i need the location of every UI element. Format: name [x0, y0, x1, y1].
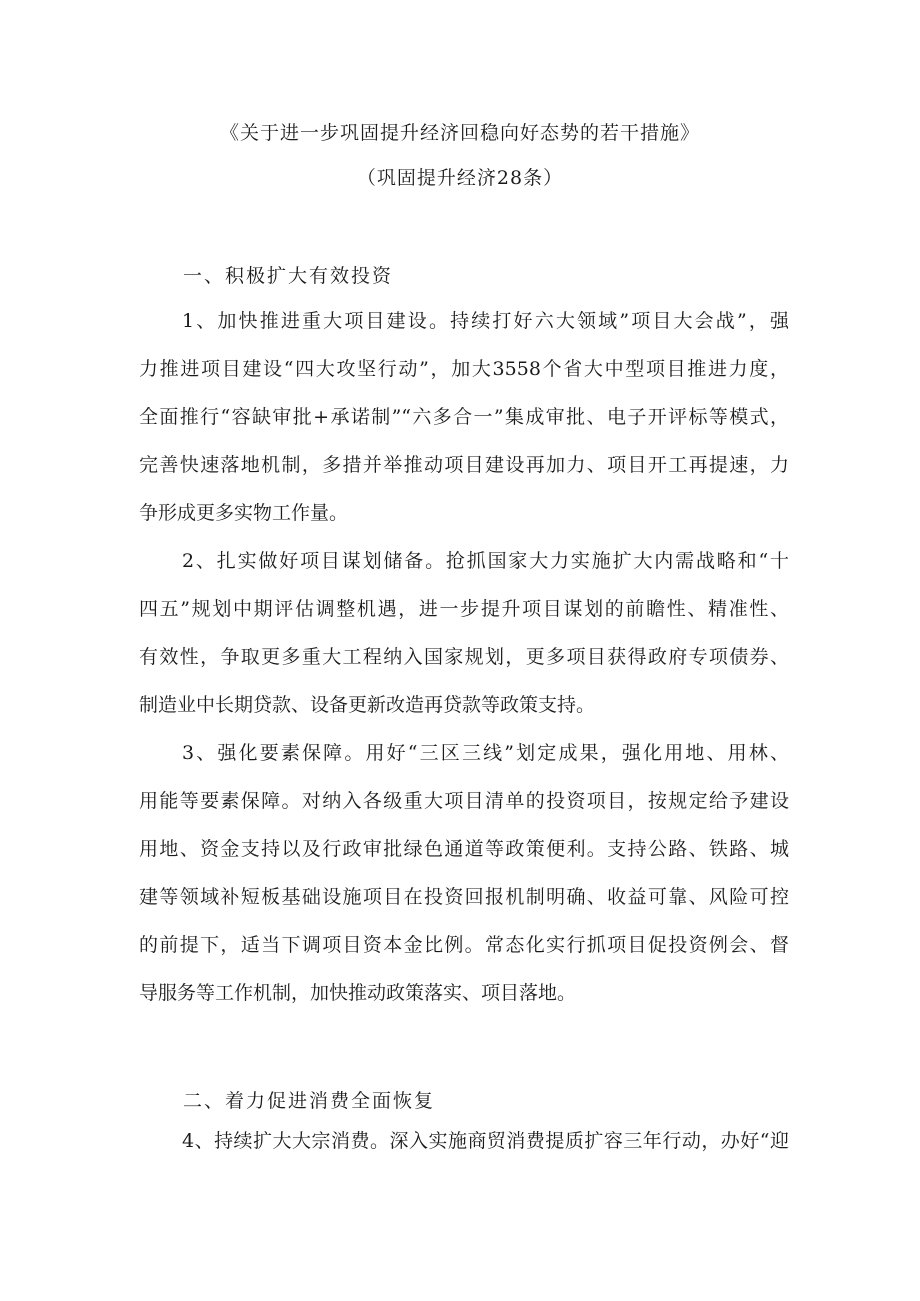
section-heading-1: 一、积极扩大有效投资	[183, 265, 394, 287]
paragraph-line: 力推进项目建设“四大攻坚行动”，加大3558个省大中型项目推进力度，	[139, 358, 789, 380]
paragraph-1	[139, 297, 789, 537]
paragraph-line: 1、加快推进重大项目建设。持续打好六大领域”项目大会战”，强	[182, 310, 789, 332]
paragraph-3	[139, 729, 789, 1017]
paragraph-line: 的前提下，适当下调项目资本金比例。常态化实行抓项目促投资例会、督	[139, 934, 789, 956]
paragraph-line: 2、扎实做好项目谋划储备。抢抓国家大力实施扩大内需战略和“十	[182, 550, 789, 572]
paragraph-line: 有效性，争取更多重大工程纳入国家规划，更多项目获得政府专项债券、	[139, 646, 789, 668]
paragraph-line: 导服务等工作机制，加快推动政策落实、项目落地。	[139, 982, 577, 1004]
section-heading-2: 二、着力促进消费全面恢复	[183, 1090, 436, 1112]
document-subtitle: （巩固提升经济28条）	[356, 167, 564, 189]
paragraph-line: 用能等要素保障。对纳入各级重大项目清单的投资项目，按规定给予建设	[139, 790, 789, 812]
document-title: 《关于进一步巩固提升经济回稳向好态势的若干措施》	[219, 122, 700, 144]
paragraph-line: 3、强化要素保障。用好“三区三线”划定成果，强化用地、用林、	[182, 742, 789, 764]
paragraph-line: 用地、资金支持以及行政审批绿色通道等政策便利。支持公路、铁路、城	[139, 838, 789, 860]
paragraph-line: 争形成更多实物工作量。	[139, 502, 349, 524]
paragraph-2	[139, 537, 789, 729]
paragraph-line: 全面推行“容缺审批+承诺制”“六多合一”集成审批、电子开评标等模式，	[139, 406, 789, 428]
paragraph-line: 4、持续扩大大宗消费。深入实施商贸消费提质扩容三年行动，办好“迎	[182, 1130, 789, 1152]
paragraph-line: 制造业中长期贷款、设备更新改造再贷款等政策支持。	[139, 694, 596, 716]
paragraph-line: 建等领域补短板基础设施项目在投资回报机制明确、收益可靠、风险可控	[139, 886, 789, 908]
paragraph-4	[139, 1117, 789, 1165]
paragraph-line: 四五”规划中期评估调整机遇，进一步提升项目谋划的前瞻性、精准性、	[139, 598, 789, 620]
paragraph-line: 完善快速落地机制，多措并举推动项目建设再加力、项目开工再提速，力	[139, 454, 789, 476]
